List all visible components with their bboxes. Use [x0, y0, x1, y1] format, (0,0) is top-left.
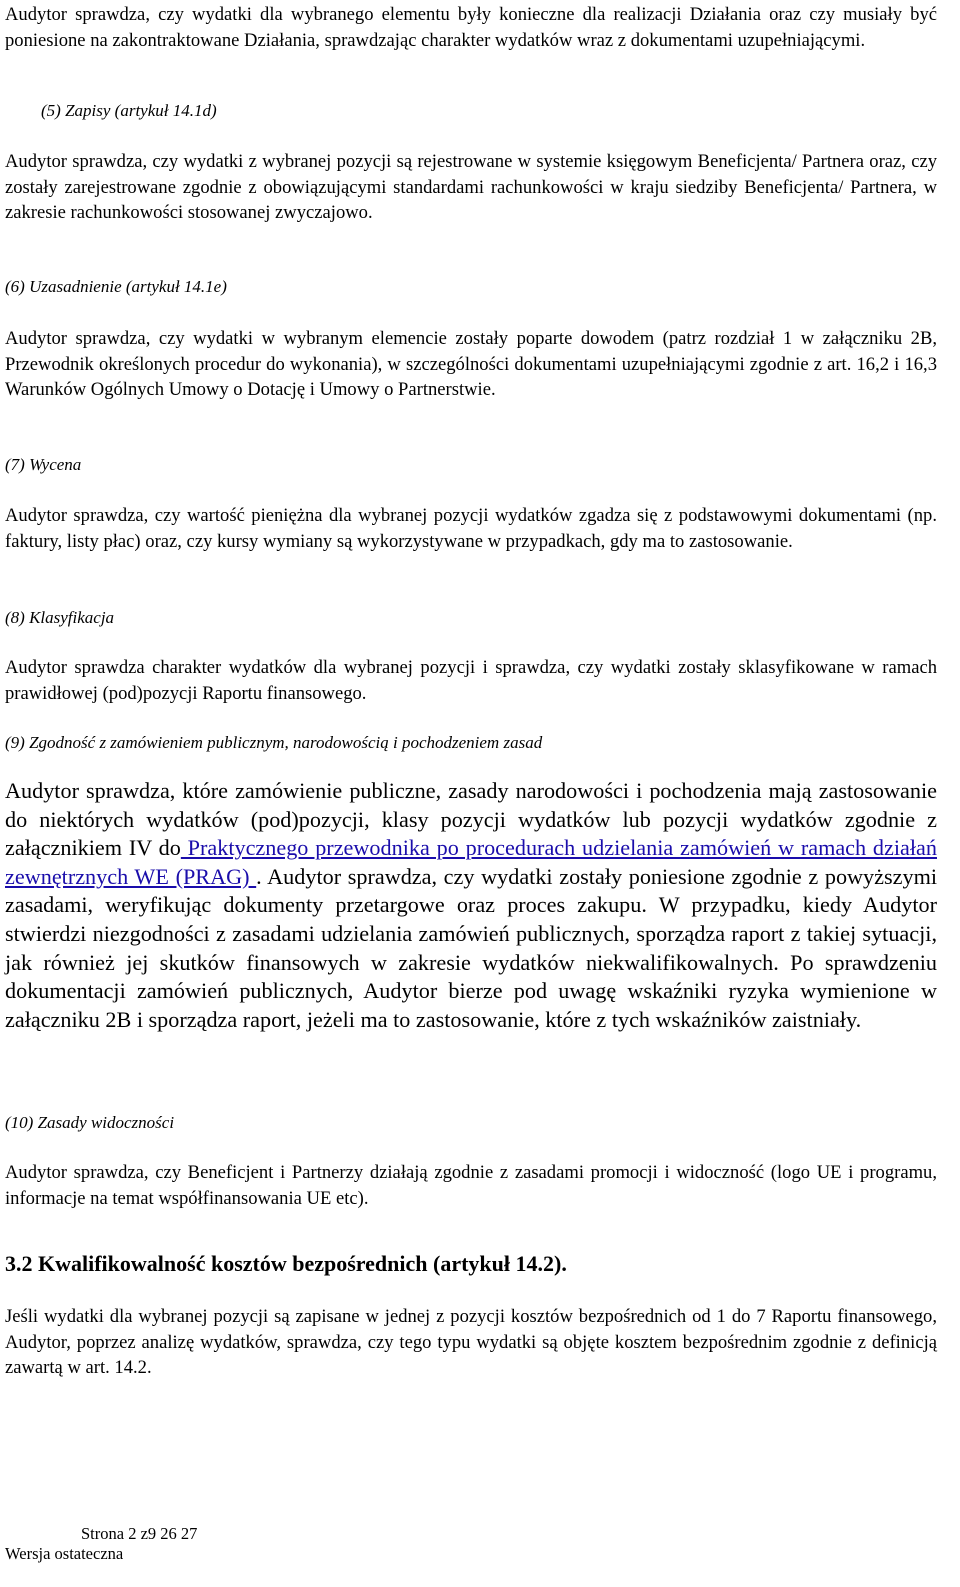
page-footer: [5, 1524, 197, 1564]
paragraph-necessity: Audytor sprawdza, czy wydatki dla wybranego elementu były konieczne dla realizacji Działania oraz czy musiały być poniesione na zakontraktowane Działania, sprawdzając charakter wydatków wraz z dokumentami uzupełniającymi.: [5, 4, 937, 51]
heading-visibility: (10) Zasady widoczności: [5, 1113, 175, 1132]
paragraph-justification: Audytor sprawdza, czy wydatki w wybranym elemencie zostały poparte dowodem (patrz rozdział 1 w załączniku 2B, Przewodnik określonych procedur do wykonania), w szczególności dokumentami uzupełniającymi zgodnie z art. 16,2 i 16,3 Warunków Ogólnych Umowy o Dotację i Umowy o Partnerstwie.: [5, 328, 937, 400]
heading-procurement: (9) Zgodność z zamówieniem publicznym, narodowością i pochodzeniem zasad: [5, 733, 543, 752]
paragraph-valuation: Audytor sprawdza, czy wartość pieniężna dla wybranej pozycji wydatków zgadza się z podstawowymi dokumentami (np. faktury, listy płac) oraz, czy kursy wymiany są wykorzystywane w przypadkach, gdy ma to zastosowanie.: [5, 505, 937, 552]
heading-classification: (8) Klasyfikacja: [5, 608, 115, 627]
document-version: Wersja ostateczna: [5, 1544, 124, 1563]
procurement-text-after: . Audytor sprawdza, czy wydatki zostały poniesione zgodnie z powyższymi zasadami, weryfikując dokumenty przetargowe oraz proces zakupu. W przypadku, kiedy Audytor stwierdzi niezgodności z zasadami udzielania zamówień publicznych, sporządza raport z takiej sytuacji, jak również jej skutków finansowych w zakresie wydatków niekwalifikowalnych. Po sprawdzeniu dokumentacji zamówień publicznych, Audytor bierze pod uwagę wskaźniki ryzyka wymienione w załączniku 2B i sporządza raport, jeżeli ma to zastosowanie, które z tych wskaźników zaistniały.: [5, 863, 938, 1032]
paragraph-direct-costs: Jeśli wydatki dla wybranej pozycji są zapisane w jednej z pozycji kosztów bezpośrednich od 1 do 7 Raportu finansowego, Audytor, poprzez analizę wydatków, sprawdza, czy tego typu wydatki są objęte kosztem bezpośrednim zgodnie z definicją zawartą w art. 14.2.: [5, 1306, 937, 1378]
heading-records: (5) Zapisy (artykuł 14.1d): [41, 101, 217, 120]
section-heading: 3.2 Kwalifikowalność kosztów bezpośrednich (artykuł 14.2).: [5, 1251, 567, 1276]
procurement-text-before: Audytor sprawdza, które zamówienie publiczne, zasady narodowości i pochodzenia mają zastosowanie do niektórych wydatków (pod)pozycji, klasy pozycji wydatków lub pozycji wydatków zgodnie z załącznikiem IV do: [5, 778, 937, 861]
heading-valuation: (7) Wycena: [5, 455, 82, 474]
page-number: Strona 2 z9 26 27: [81, 1524, 198, 1543]
paragraph-records: Audytor sprawdza, czy wydatki z wybranej pozycji są rejestrowane w systemie księgowym Beneficjenta/ Partnera oraz, czy zostały zarejestrowane zgodnie z obowiązującymi standardami rachunkowości w kraju siedziby Beneficjenta/ Partnera, w zakresie rachunkowości stosowanej zwyczajowo.: [5, 151, 937, 223]
paragraph-procurement: [5, 777, 937, 1034]
paragraph-visibility: Audytor sprawdza, czy Beneficjent i Partnerzy działają zgodnie z zasadami promocji i widoczność (logo UE i programu, informacje na temat współfinansowania UE etc).: [5, 1162, 937, 1209]
paragraph-classification: Audytor sprawdza charakter wydatków dla wybranej pozycji i sprawdza, czy wydatki zostały sklasyfikowane w ramach prawidłowej (pod)pozycji Raportu finansowego.: [5, 657, 937, 704]
prag-guide-link[interactable]: Praktycznego przewodnika po procedurach udzielania zamówień w ramach działań zewnętrznych WE (PRAG): [5, 835, 937, 889]
heading-justification: (6) Uzasadnienie (artykuł 14.1e): [5, 277, 227, 296]
